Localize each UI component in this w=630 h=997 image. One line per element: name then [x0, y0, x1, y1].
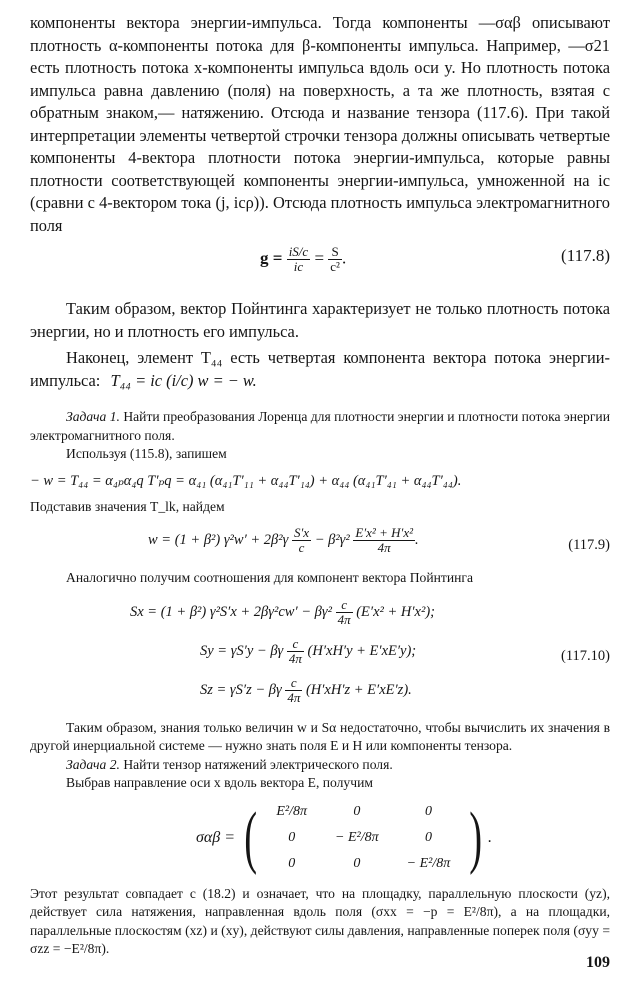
equation-sy: Sy = γS′y − βγ $\frac{c}{4\pi}$ (H′xH′y + E′xE′y); (117.10)	[200, 635, 610, 666]
stress-tensor-matrix: σαβ = ( E²/8π 0 0 0 − E²/8π 0 0 0 − E²/8π ) .	[196, 798, 492, 876]
task-1: Задача 1. Найти преобразования Лоренца для плотности энергии и плотности потока энергии электромагнитного поля.	[30, 409, 610, 443]
t44-formula: T₄₄ = ic (i/c) w = − w.	[110, 370, 257, 390]
left-paren: (	[244, 798, 258, 876]
equation-w-transform: − w = T₄₄ = α₄ₚα₄q T′ₚq = α₄₁ (α₄₁T′₁₁ + α₄₄T′₁₄) + α₄₄ (α₄₁T′₄₁ + α₄₄T′₄₄).	[30, 472, 462, 489]
right-paren: )	[469, 798, 483, 876]
paragraph-1: компоненты вектора энергии-импульса. Тогда компоненты —σαβ описывают плотность α-компоненты потока для β-компоненты импульса. Например, —σ21 есть плотность потока x-компоненты импульса вдоль оси y. Но плотность потока импульса равна давлению (поля) на поверхность, а та же плотность, взятая с обратным знаком,— натяжению. Отсюда и название тензора (117.6). При такой интерпретации элементы четвертой строчки тензора должны описывать четвертые компоненты 4-вектора плотности потока энергии-импульса, которые равны плотности соответствующей компоненты энергии-импульса, умноженной на ic (сравни с 4-вектором тока (j, icρ)). Отсюда плотность импульса электромагнитного поля	[30, 13, 610, 235]
equation-sz: Sz = γS′z − βγ $\frac{c}{4\pi}$ (H′xH′z + E′xE′z).	[200, 674, 412, 705]
choose-line: Выбрав направление оси x вдоль вектора E, получим	[66, 775, 373, 790]
using-line: Используя (115.8), запишем	[66, 446, 227, 461]
paragraph-4: Таким образом, знания только величин w и Sα недостаточно, чтобы вычислить их значения в другой инерциальной системе — нужно знать поля E и H или компоненты тензора.	[30, 719, 610, 753]
equation-number: (117.10)	[561, 647, 610, 664]
paragraph-5: Этот результат совпадает с (18.2) и означает, что на площадку, параллельную плоскости (yz), действует сила натяжения, направленная вдоль поля (σxx = −p = E²/8π), а на площадки, параллельные плоскостям (xz) и (xy), действуют силы давления, направленные поперек поля (σyy = σzz = −E²/8π).	[30, 885, 610, 956]
paragraph-3: Наконец, элемент T₄₄ есть четвертая компонента вектора потока энергии-импульса: T₄₄ = ic (i/c) w = − w.	[30, 348, 610, 390]
equation-number: (117.8)	[561, 246, 610, 265]
substitution-line: Подставив значения T_lk, найдем	[30, 498, 225, 514]
task-2: Задача 2. Найти тензор натяжений электрического поля.	[66, 756, 393, 772]
equation-sx: Sx = (1 + β²) γ²S′x + 2βγ²cw′ − βγ² $\frac{c}{4\pi}$ (E′x² + H′x²);	[130, 596, 435, 627]
matrix-table: E²/8π 0 0 0 − E²/8π 0 0 0 − E²/8π	[276, 803, 451, 871]
page-number: 109	[586, 954, 610, 971]
page-body	[30, 12, 610, 959]
equation-117-8: g = $\frac{iS/c}{ic}$ = $\frac{S}{\text{c²}}$ . (117.8)	[260, 244, 610, 274]
equation-117-9: w = (1 + β²) γ²w′ + 2β²γ $\frac{S'x}{c}$ − β²γ² $\frac{\text{E′x² + H′x²}}{4\pi}$ . (117.9)	[148, 525, 610, 555]
paragraph-2: Таким образом, вектор Пойнтинга характеризует не только плотность потока энергии, но и плотность его импульса.	[30, 299, 610, 341]
analog-line: Аналогично получим соотношения для компонент вектора Пойнтинга	[66, 570, 473, 585]
equation-number: (117.9)	[568, 537, 610, 553]
